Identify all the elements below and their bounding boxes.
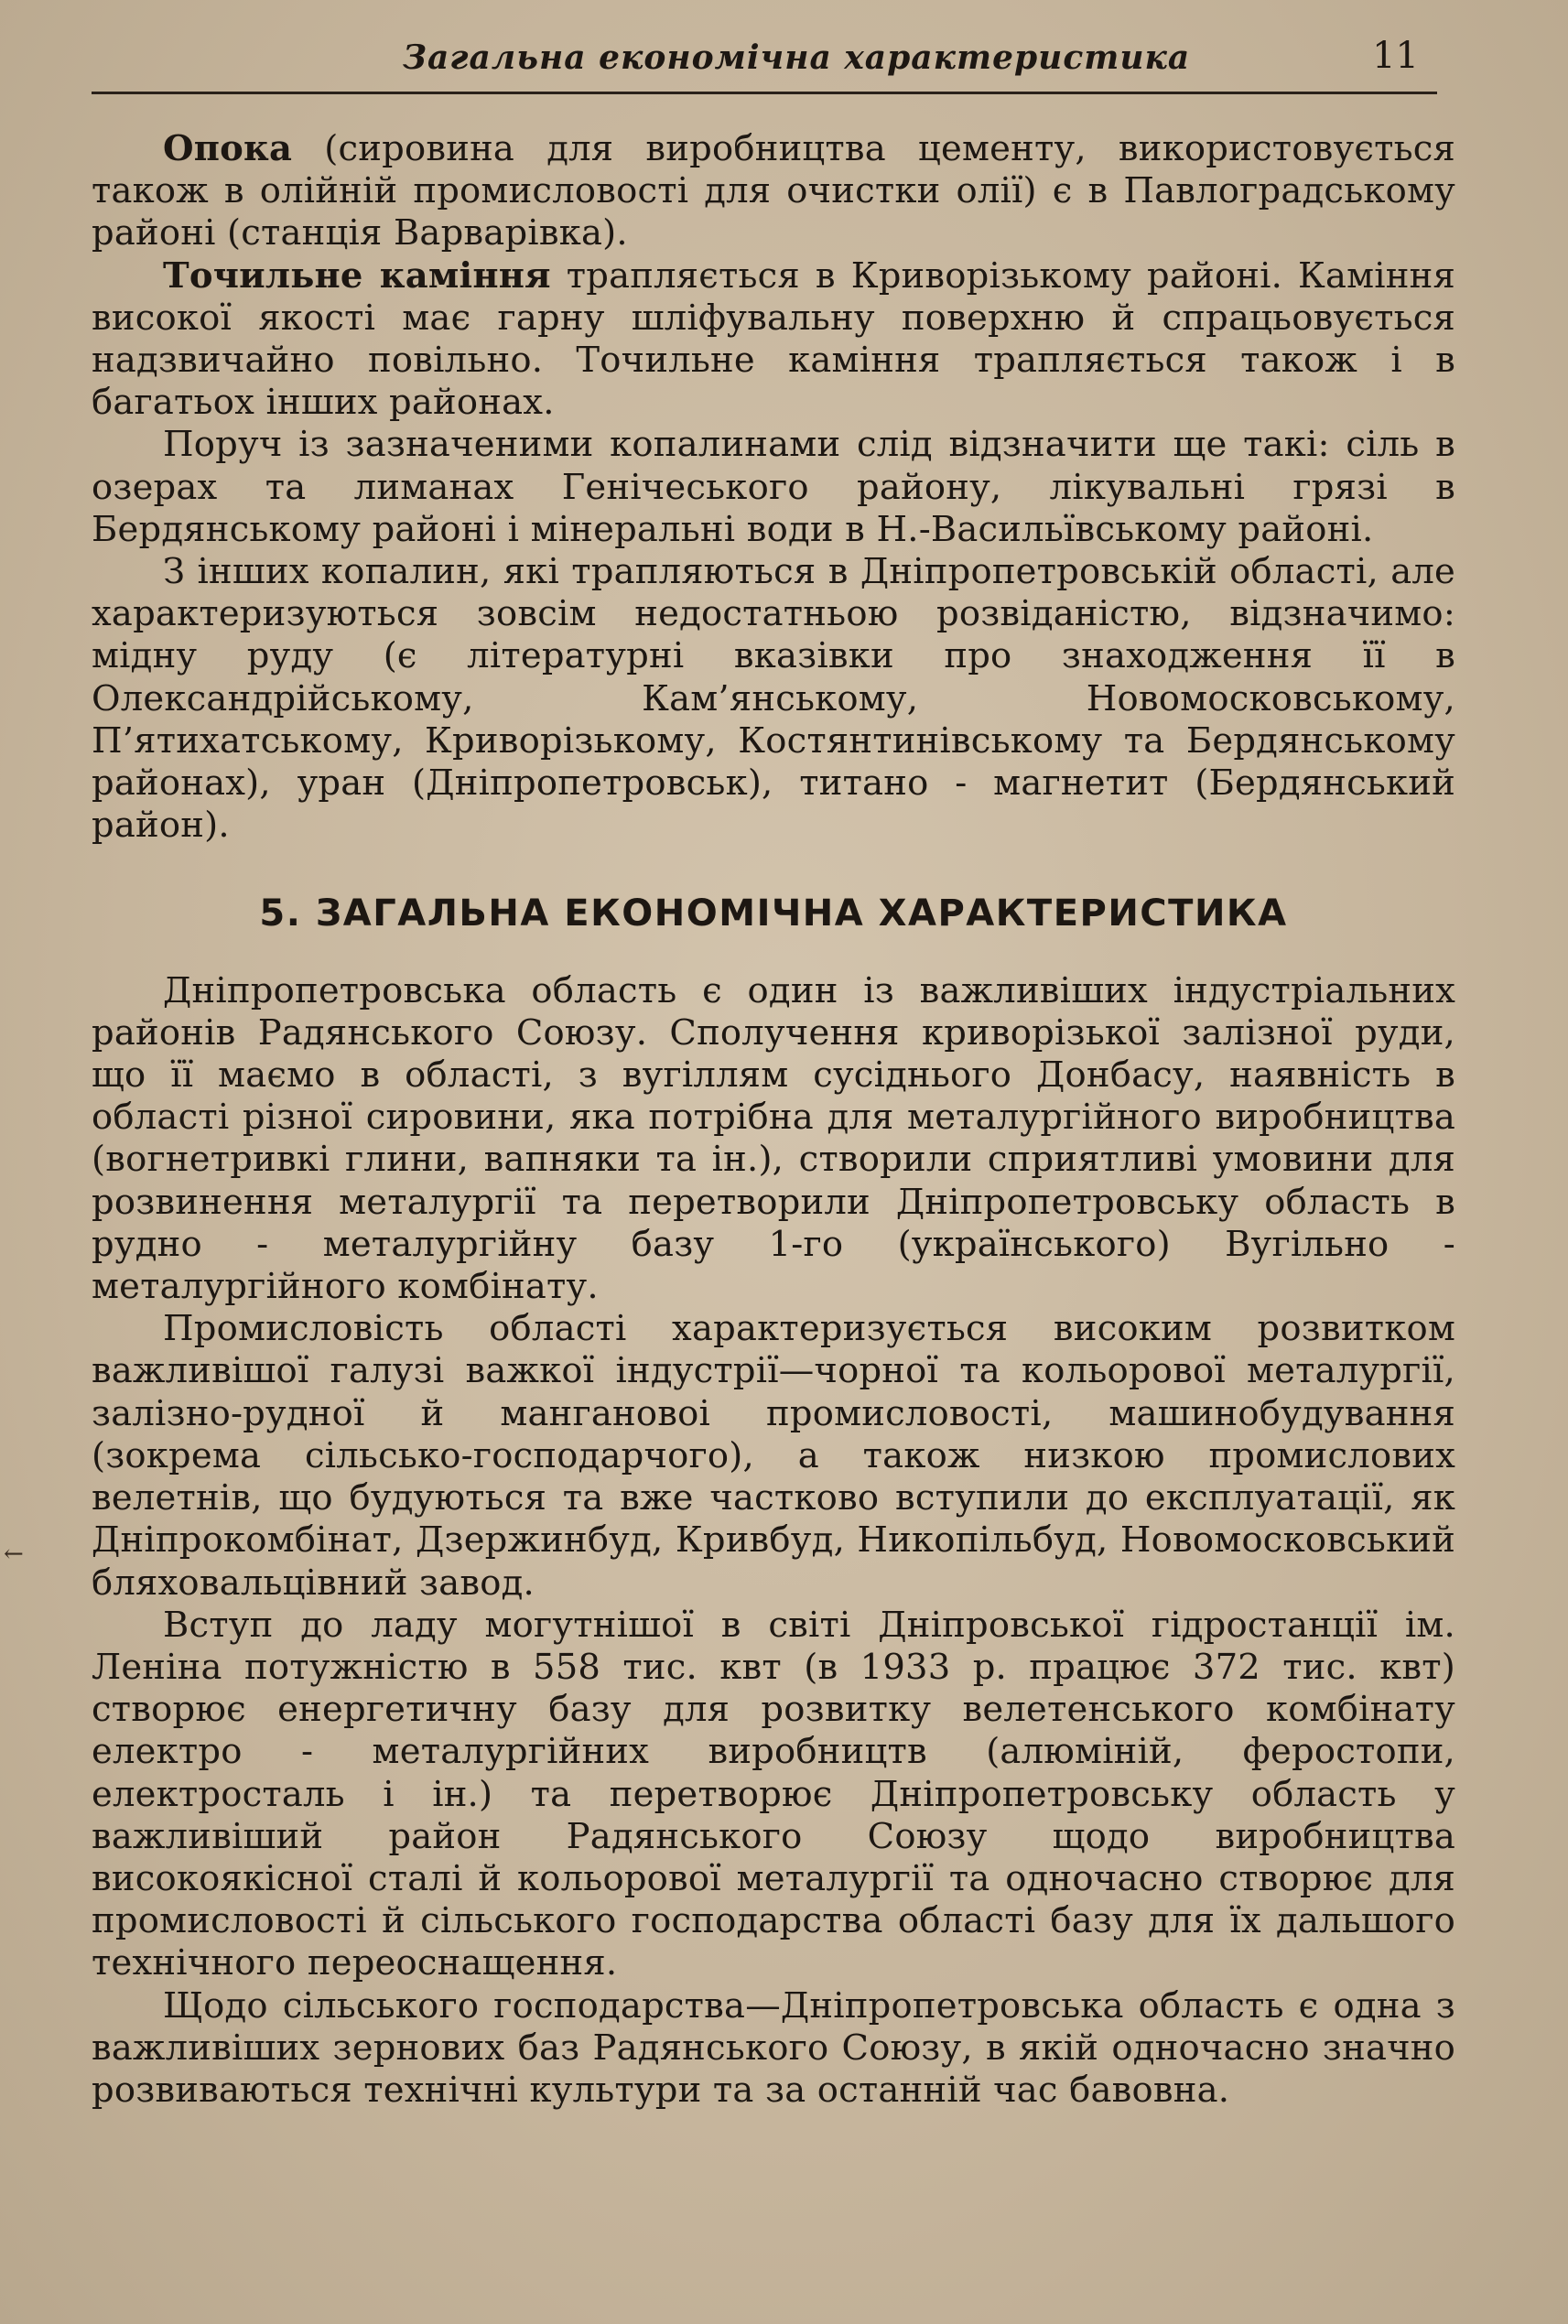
- paragraph-industrial-region: Дніпропетровська область є один із важливіших індустріальних районів Радянського Союзу. Сполучення криворізької залізної руди, що її маємо в області, з вугіллям сусіднього Донбасу, наявність в області різної сировини, яка потрібна для металургійного виробництва (вогнетривкі глини, вапняки та ін.), створили сприятливі умовини для розвинення металургії та перетворили Дніпропетровську область в рудно - металургійну базу 1-го (українського) Вугільно - металургійного комбінату.: [92, 969, 1455, 1308]
- paragraph-text: (сировина для виробництва цементу, використовується також в олійній промисловості для очистки олії) є в Павлоградському районі (станція Варварівка).: [92, 128, 1455, 254]
- section-heading: 5. ЗАГАЛЬНА ЕКОНОМІЧНА ХАРАКТЕРИСТИКА: [259, 892, 1288, 935]
- running-head: [92, 27, 1437, 94]
- term-whetstone: Точильне каміння: [163, 254, 551, 297]
- margin-pencil-mark: ←: [4, 1540, 24, 1568]
- running-title: Загальна економічна характеристика: [403, 38, 1191, 77]
- paragraph-industry: Промисловість області характеризується високим розвитком важливішої галузі важкої індустрії—чорної та кольорової металургії, залізно-рудної й мангановоі промисловості, машинобудування (зокрема сільсько-господарчого), а також низкою промислових велетнів, що будуються та вже частково вступили до експлуатації, як Дніпрокомбінат, Дзержинбуд, Кривбуд, Никопільбуд, Новомосковський бляховальцівний завод.: [92, 1308, 1455, 1604]
- term-opoka: Опока: [163, 128, 293, 169]
- paragraph-other-minerals: Поруч із зазначеними копалинами слід відзначити ще такі: сіль в озерах та лиманах Генічеського району, лікувальні грязі в Бердянському районі і мінеральні води в Н.-Васильївському районі.: [92, 424, 1455, 550]
- book-page: [92, 27, 1455, 2297]
- paragraph-hydro-station: Вступ до ладу могутнішої в світі Дніпровської гідростанції ім. Леніна потужністю в 558 тис. квт (в 1933 р. працює 372 тис. квт) створює енергетичну базу для розвитку велетенського комбінату електро - металургійних виробництв (алюміній, феростопи, електросталь і ін.) та перетворює Дніпропетровську область у важливіший район Радянського Союзу щодо виробництва високоякісної сталі й кольорової металургії та одночасно створює для промисловості й сільського господарства області базу для їх дальшого технічного переоснащення.: [92, 1604, 1455, 1984]
- paragraph-agriculture: Щодо сільського господарства—Дніпропетровська область є одна з важливіших зернових баз Радянського Союзу, в якій одночасно значно розвиваються технічні культури та за останній час бавовна.: [92, 1984, 1455, 2111]
- page-number: 11: [1372, 35, 1419, 77]
- paragraph-text: трапляється в Криворізькому районі. Каміння високої якості має гарну шліфувальну поверхню й спрацьовується надзвичайно повільно. Точильне каміння трапляється також і в багатьох інших районах.: [92, 254, 1455, 424]
- paragraph-opoka: [92, 128, 1455, 255]
- paragraph-rare-minerals: З інших копалин, які трапляються в Дніпропетровській області, але характеризуються зовсім недостатньою розвіданістю, відзначимо: мідну руду (є літературні вказівки про знаходження її в Олександрійському, Кам’янському, Новомосковському, П’ятихатському, Криворізькому, Костянтинівському та Бердянському районах), уран (Дніпропетровськ), титано - магнетит (Бердянський район).: [92, 551, 1455, 847]
- paragraph-whetstone: [92, 255, 1455, 425]
- body-text: [92, 128, 1455, 2112]
